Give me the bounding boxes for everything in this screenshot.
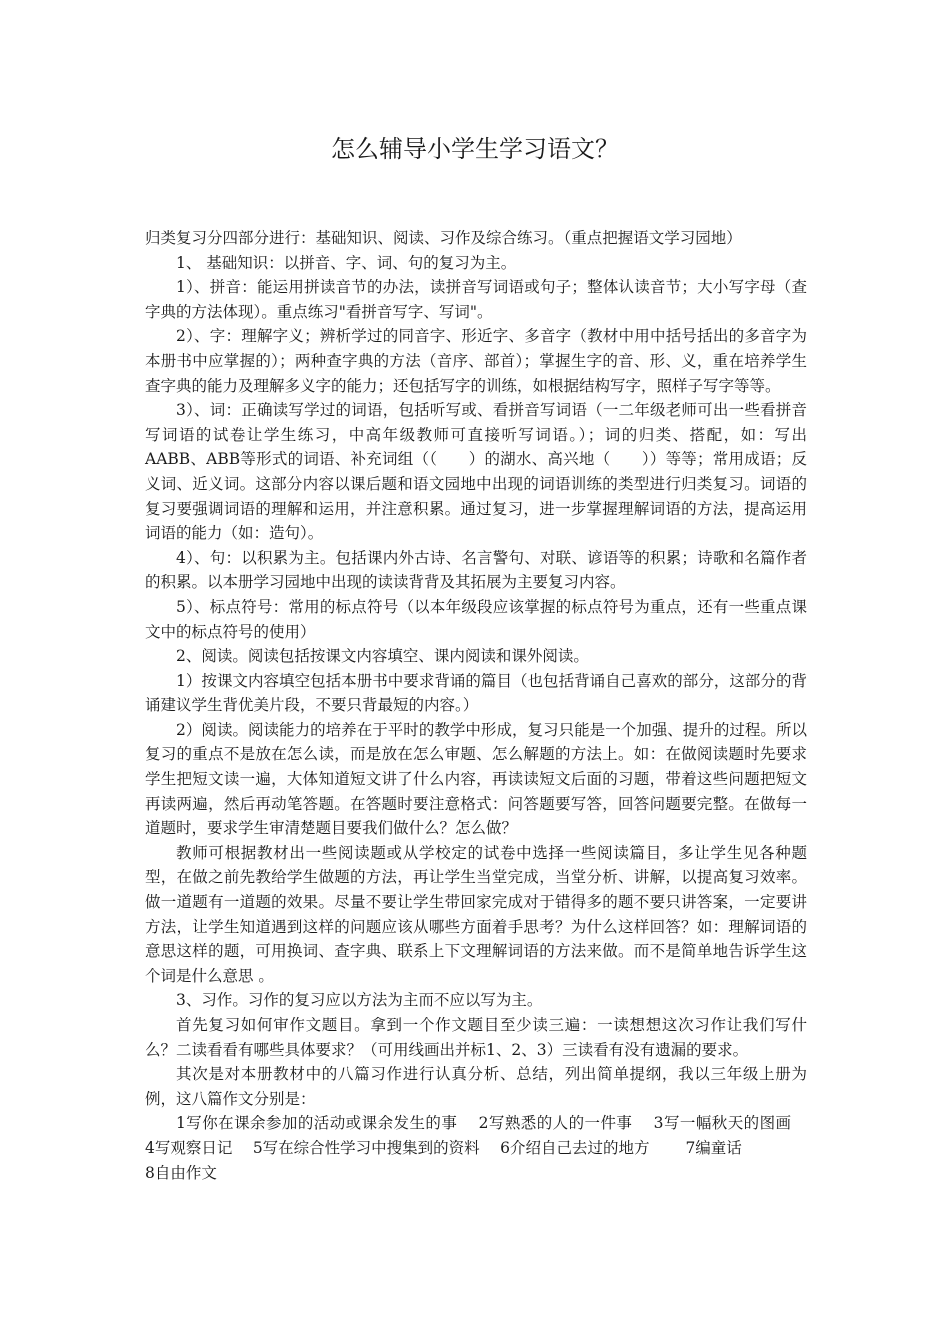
paragraph-intro: 归类复习分四部分进行：基础知识、阅读、习作及综合练习。（重点把握语文学习园地） xyxy=(145,229,742,247)
paragraph-characters: 2）、字：理解字义；辨析学过的同音字、形近字、多音字（教材中用中括号括出的多音字为本册书中应掌握的）；两种查字典的方法（音序、部首）；掌握生字的音、形、义，重在培养学生查字典的能力及理解多义字的能力；还包括写字的训练，如根据结构写字，照样子写字等等。 xyxy=(145,327,807,395)
essay-item: 5写在综合性学习中搜集到的资料 xyxy=(252,1138,480,1157)
essay-item: 2写熟悉的人的一件事 xyxy=(478,1114,633,1133)
paragraph-reading-method: 2）阅读。阅读能力的培养在于平时的教学中形成，复习只能是一个加强、提升的过程。所以复习的重点不是放在怎么读，而是放在怎么审题、怎么解题的方法上。如：在做阅读题时先要求学生把短文读一遍，大体知道短文讲了什么内容，再读读短文后面的习题，带着这些问题把短文再读两遍，然后再动笔答题。在答题时要注意格式：问答题要写答，回答问题要完整。在做每一道题时，要求学生审清楚题目要我们做什么？怎么做？ xyxy=(145,720,807,838)
paragraph-basic-knowledge: 1、 基础知识：以拼音、字、词、句的复习为主。 xyxy=(176,253,517,272)
paragraph-pinyin: 1）、拼音：能运用拼读音节的办法，读拼音写词语或句子；整体认读音节；大小写字母（查字典的方法体现）。重点练习"看拼音写字、写词"。 xyxy=(145,278,807,321)
document-title: 怎么辅导小学生学习语文？ xyxy=(331,135,619,163)
essay-item: 7编童话 xyxy=(685,1138,742,1157)
paragraph-writing: 3、习作。习作的复习应以方法为主而不应以写为主。 xyxy=(176,991,543,1010)
essay-list xyxy=(145,1111,807,1185)
essay-item: 8自由作文 xyxy=(145,1163,217,1182)
paragraph-teacher-guidance: 教师可根据教材出一些阅读题或从学校定的试卷中选择一些阅读篇目，多让学生见各种题型，在做之前先教给学生做题的方法，再让学生当堂完成，当堂分析、讲解，以提高复习效率。做一道题有一道题的效果。尽量不要让学生带回家完成对于错得多的题不要只讲答案，一定要讲方法，让学生知道遇到这样的问题应该从哪些方面着手思考？为什么这样回答？如：理解词语的意思这样的题，可用换词、查字典、联系上下文理解词语的方法来做。而不是简单地告诉学生这个词是什么意思 。 xyxy=(145,843,807,985)
essay-item: 4写观察日记 xyxy=(145,1138,233,1157)
essay-item: 3写一幅秋天的图画 xyxy=(653,1114,792,1133)
document-body xyxy=(145,226,807,1185)
paragraph-sentences: 4）、句：以积累为主。包括课内外古诗、名言警句、对联、谚语等的积累；诗歌和名篇作者的积累。以本册学习园地中出现的读读背背及其拓展为主要复习内容。 xyxy=(145,548,807,592)
paragraph-reading: 2、阅读。阅读包括按课文内容填空、课内阅读和课外阅读。 xyxy=(176,647,589,666)
essay-item: 6介绍自己去过的地方 xyxy=(500,1138,650,1157)
paragraph-writing-outline: 其次是对本册教材中的八篇习作进行认真分析、总结，列出简单提纲，我以三年级上册为例，这八篇作文分别是： xyxy=(145,1065,807,1108)
essay-item: 1写你在课余参加的活动或课余发生的事 xyxy=(176,1114,458,1133)
paragraph-punctuation: 5）、标点符号：常用的标点符号（以本年级段应该掌握的标点符号为重点，还有一些重点课文中的标点符号的使用） xyxy=(145,597,807,641)
paragraph-words: 3）、词：正确读写学过的词语，包括听写或、看拼音写词语（一二年级老师可出一些看拼音写词语的试卷让学生练习，中高年级教师可直接听写词语。）；词的归类、搭配，如：写出AABB、ABB等形式的词语、补充词组（（ ）的湖水、高兴地（ ））等等；常用成语；反义词、近义词。这部分内容以课后题和语文园地中出现的词语训练的类型进行归类复习。词语的复习要强调词语的理解和运用，并注意积累。通过复习，进一步掌握理解词语的方法，提高运用词语的能力（如：造句）。 xyxy=(145,401,807,543)
paragraph-writing-topic: 首先复习如何审作文题目。拿到一个作文题目至少读三遍：一读想想这次习作让我们写什么？二读看看有哪些具体要求？（可用线画出并标1、2、3）三读看有没有遗漏的要求。 xyxy=(145,1016,807,1059)
paragraph-reading-fill: 1）按课文内容填空包括本册书中要求背诵的篇目（也包括背诵自己喜欢的部分，这部分的背诵建议学生背优美片段，不要只背最短的内容。） xyxy=(145,671,807,715)
